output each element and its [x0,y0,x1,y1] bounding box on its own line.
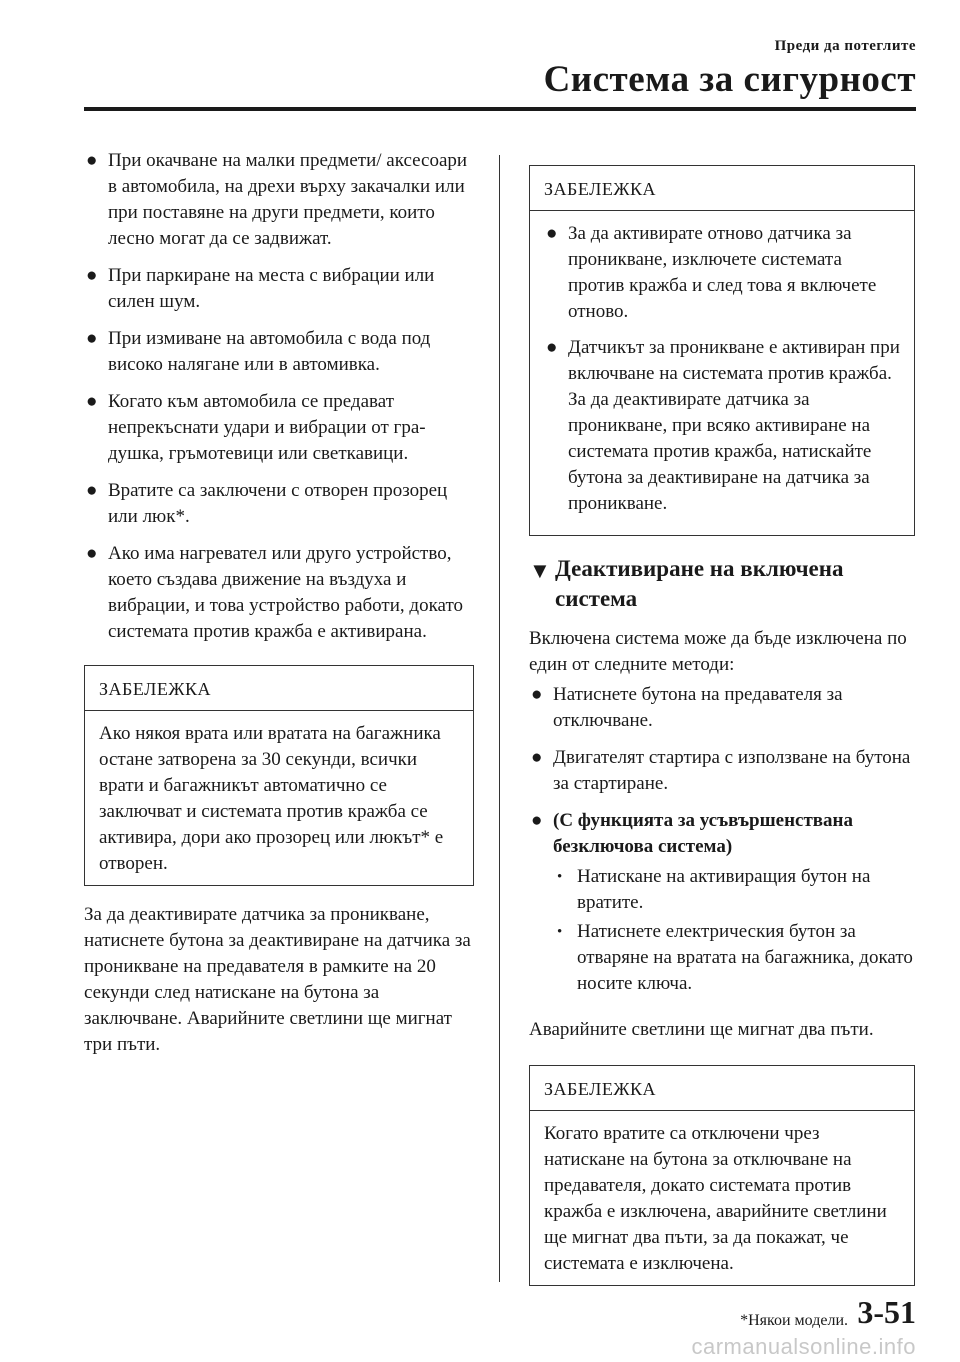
bullet-icon: ● [86,543,98,564]
column-divider [499,155,500,1282]
bullet-icon: ● [86,265,98,286]
footnote: *Някои модели. [740,1312,848,1329]
bullet-icon: ● [546,337,558,358]
page-number: 3-51 [857,1294,916,1330]
triangle-icon: ▼ [529,558,551,583]
list-item: ● Ако има нагревател или друго устройство, което създава движение на въздуха и вибрации, и това устройство работи, докато системата против кражба е активирана. [86,543,464,642]
intro-paragraph: Включена система може да бъде изключена по един от следните методи: [529,628,907,675]
bullet-icon: ● [86,480,98,501]
note-body [530,211,914,535]
hazard-paragraph: Аварийните светлини ще мигнат два пъти. [529,1019,874,1040]
running-header-subtitle: Преди да потеглите [774,38,916,54]
list-item: ● При окачване на малки предмети/ аксесоари в автомобила, на дрехи върху закачалки или при поставяне на други предмети, които лесно могат да се задвижат. [86,150,468,249]
list-item: • Натиснете електрическия бутон за отваряне на вратата на багажника, докато носите ключа. [557,921,913,994]
page-title: Система за сигурност [543,59,916,100]
sub-method-list [553,864,915,997]
deactivate-sensor-paragraph: За да деактивирате датчика за проникване, натиснете бутона за деактивиране на датчика за проникване на предавателя в рамките на 20 секунди след натискане на бутона за заключване. Аварийните светлини ще мигнат три пъти. [84,904,471,1055]
list-item: ● (С функцията за усъвършенствана безключова система) • Натискане на активиращия бутон на вратите. • Натиснете електрическия бутон за отваряне на вратата на багажника, докато носите ключа. [529,808,915,997]
bullet-icon: ● [86,391,98,412]
list-item: ● Вратите са заключени с отворен прозорец или люк*. [86,480,448,527]
bullet-icon: ● [86,328,98,349]
bullet-icon: ● [531,747,543,768]
note-heading: ЗАБЕЛЕЖКА [530,166,914,211]
left-column [84,148,474,1058]
note-box-unlock [529,1065,915,1286]
note-box-auto-lock [84,665,474,886]
list-item: ● Двигателят стартира с използване на бутона за стартиране. [531,747,911,794]
section-heading: ▼ Деактивиране на включена система [529,556,844,611]
bullet-icon: ● [546,223,558,244]
note-heading: ЗАБЕЛЕЖКА [85,666,473,711]
list-item: • Натискане на активиращия бутон на вратите. [557,866,871,913]
list-item: ● Датчикът за проникване е активиран при включване на системата против кражба. За да деактивирате датчика за проникване, при всяко активиране на системата против кражба, натискайте бутона за деактивиране на датчика за проникване. [546,337,900,514]
list-item: ● Натиснете бутона на предавателя за отключване. [531,684,843,731]
list-item: ● При паркиране на места с вибрации или силен шум. [86,265,435,312]
method-list [529,682,915,997]
note-heading: ЗАБЕЛЕЖКА [530,1066,914,1111]
list-item: ● Когато към автомобила се предават непрекъснати удари и вибрации от гра- душка, гръмотевици или светкавици. [86,391,426,464]
condition-list [84,148,474,645]
watermark: carmanualsonline.info [691,1334,916,1359]
bullet-icon: • [557,924,563,940]
header-rule [84,107,916,111]
right-column [529,148,915,1286]
bullet-icon: ● [531,810,543,831]
note-body: Когато вратите са отключени чрез натискане на бутона за отключване на предавателя, докато системата против кражба е изключена, аварийните светлини ще мигнат два пъти, за да покажат, че системата е изключена. [544,1123,887,1274]
bullet-icon: ● [531,684,543,705]
list-item: ● За да активирате отново датчика за проникване, изключете системата против кражба и след това я включете отново. [546,223,877,322]
bullet-icon: • [557,869,563,885]
note-body: Ако някоя врата или вратата на багажника остане затворена за 30 секунди, всички врати и багажникът автоматично се заключват и системата против кражба се активира, дори ако прозорец или люкът* е отворен. [99,723,444,874]
bullet-icon: ● [86,150,98,171]
note-box-sensor [529,165,915,536]
list-item: ● При измиване на автомобила с вода под високо налягане или в автомивка. [86,328,431,375]
